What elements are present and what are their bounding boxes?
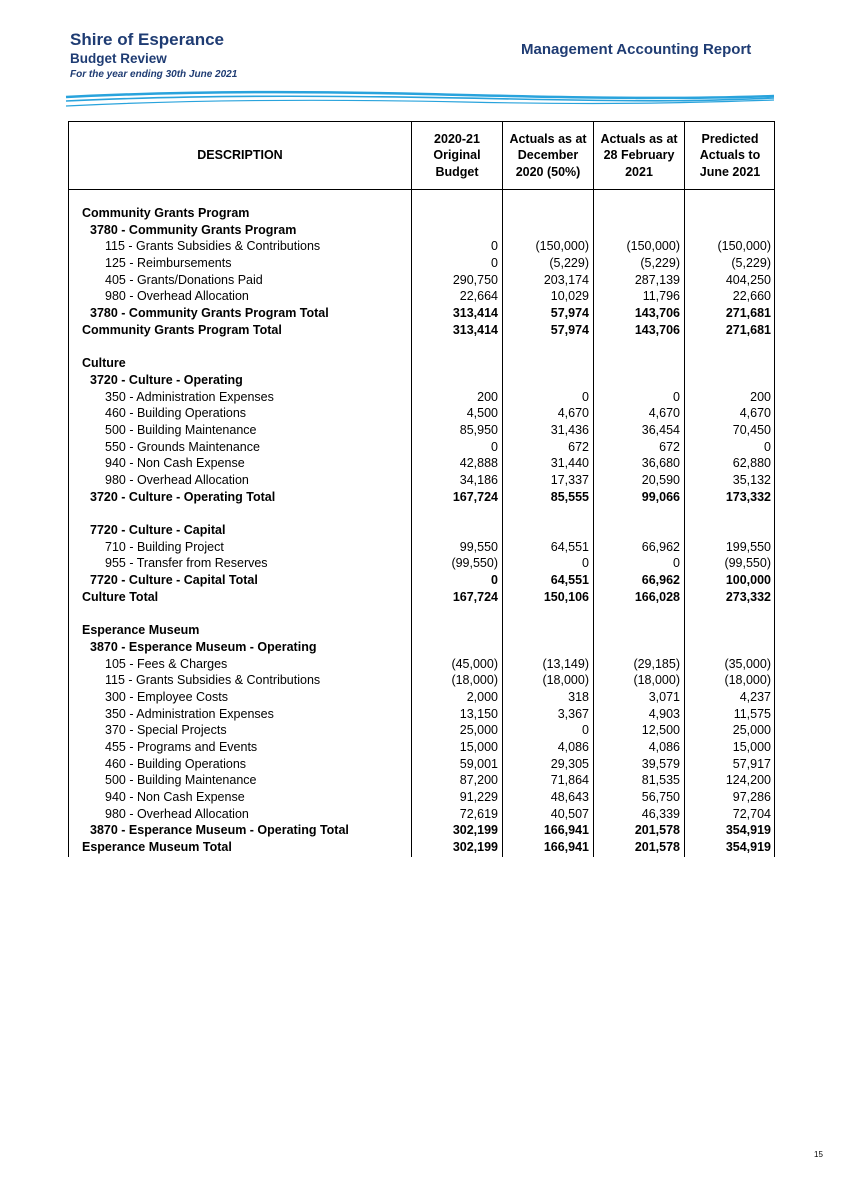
row-value: (99,550) (724, 556, 771, 571)
row-value: 4,500 (466, 406, 498, 421)
row-value: (13,149) (542, 656, 589, 671)
org-name: Shire of Esperance (70, 30, 225, 49)
row-description: Community Grants Program Total (82, 322, 282, 337)
row-value: 100,000 (725, 573, 771, 588)
row-value: 4,086 (648, 740, 680, 754)
spacer-row (68, 505, 775, 522)
row-description: 350 - Administration Expenses (105, 389, 274, 404)
row-description: 125 - Reimbursements (105, 256, 232, 271)
row-value: 46,339 (641, 806, 680, 821)
row-value: 354,919 (725, 840, 771, 855)
row-value: (150,000) (717, 239, 771, 254)
table-row (68, 539, 775, 556)
row-value: 273,332 (725, 589, 771, 604)
row-value: 31,436 (550, 422, 589, 437)
row-value: (18,000) (451, 673, 498, 688)
table-row (68, 555, 775, 572)
row-value: 3,071 (648, 689, 680, 704)
total-row (68, 489, 775, 506)
report-title: Management Accounting Report (521, 41, 752, 58)
row-value: 57,917 (732, 756, 771, 771)
row-value: 40,507 (550, 806, 589, 821)
row-value: 85,950 (459, 422, 498, 437)
row-value: 167,724 (452, 489, 498, 504)
table-row (68, 288, 775, 305)
total-row (68, 572, 775, 589)
row-description: 500 - Building Maintenance (105, 422, 257, 437)
row-value: 143,706 (634, 322, 680, 337)
row-value: 271,681 (725, 322, 771, 337)
row-value: 99,066 (641, 489, 680, 504)
row-value: 0 (491, 239, 498, 254)
row-description: 350 - Administration Expenses (105, 706, 274, 721)
row-value: 71,864 (550, 773, 589, 788)
table-row (68, 455, 775, 472)
row-description: 980 - Overhead Allocation (105, 289, 249, 304)
row-value: 64,551 (550, 573, 589, 588)
row-value: 167,724 (452, 589, 498, 604)
row-value: 97,286 (732, 790, 771, 805)
row-value: 29,305 (550, 756, 589, 771)
row-value: 36,454 (641, 422, 680, 437)
row-value: 25,000 (459, 723, 498, 738)
row-value: 48,643 (550, 790, 589, 805)
row-value: 64,551 (550, 539, 589, 554)
row-value: 25,000 (732, 723, 771, 738)
row-value: 17,337 (550, 473, 589, 487)
total-row (68, 322, 775, 339)
row-value: 313,414 (452, 306, 498, 321)
section-heading-row (68, 522, 775, 539)
row-value: 4,670 (739, 406, 771, 421)
row-value: 354,919 (725, 823, 771, 838)
row-value: 0 (764, 439, 771, 454)
row-description: 3780 - Community Grants Program Total (90, 306, 329, 321)
table-row (68, 405, 775, 422)
row-value: 10,029 (550, 289, 589, 304)
row-description: Culture Total (82, 589, 159, 604)
row-value: 91,229 (459, 790, 498, 805)
column-header-description: DESCRIPTION (69, 122, 412, 189)
row-value: 0 (582, 723, 589, 738)
row-description: 500 - Building Maintenance (105, 773, 257, 788)
row-value: 672 (568, 439, 589, 454)
section-heading-row (68, 622, 775, 639)
row-value: (18,000) (633, 673, 680, 688)
row-value: 0 (673, 389, 680, 404)
row-value: 200 (477, 389, 498, 404)
row-description (68, 606, 411, 623)
report-period: For the year ending 30th June 2021 (70, 69, 238, 80)
table-row (68, 472, 775, 489)
table-row (68, 272, 775, 289)
row-value: 11,575 (733, 706, 771, 721)
row-value: 166,941 (543, 823, 589, 838)
row-description: 105 - Fees & Charges (105, 656, 228, 671)
row-description: 405 - Grants/Donations Paid (105, 272, 263, 287)
row-description (68, 505, 411, 522)
row-value: 15,000 (732, 740, 771, 754)
table-row (68, 789, 775, 806)
row-value: 124,200 (725, 773, 771, 788)
table-row (68, 722, 775, 739)
row-description: 980 - Overhead Allocation (105, 473, 249, 487)
row-description: 955 - Transfer from Reserves (105, 556, 268, 571)
row-value: 3,367 (557, 706, 589, 721)
row-value: 22,664 (459, 289, 498, 304)
table-row (68, 656, 775, 673)
row-description: 7720 - Culture - Capital (90, 523, 226, 538)
row-value: 4,670 (557, 406, 589, 421)
report-subtitle: Budget Review (70, 51, 167, 66)
row-description: 460 - Building Operations (105, 756, 247, 771)
table-row (68, 389, 775, 406)
row-value: 20,590 (641, 473, 680, 487)
row-value: 15,000 (459, 740, 498, 754)
row-value: 173,332 (725, 489, 771, 504)
row-description: 980 - Overhead Allocation (105, 806, 249, 821)
table-row (68, 439, 775, 456)
page-number: 15 (814, 1150, 823, 1159)
total-row (68, 305, 775, 322)
row-value: 672 (659, 439, 680, 454)
row-description: 3720 - Culture - Operating (90, 372, 243, 387)
row-value: (29,185) (633, 656, 680, 671)
row-value: 271,681 (725, 306, 771, 321)
row-value: 302,199 (452, 823, 498, 838)
row-description: 3870 - Esperance Museum - Operating (90, 639, 317, 654)
row-value: 39,579 (641, 756, 680, 771)
row-value: 4,237 (739, 689, 771, 704)
row-description: Esperance Museum (82, 623, 200, 638)
row-value: 143,706 (634, 306, 680, 321)
row-description: 7720 - Culture - Capital Total (90, 573, 258, 588)
row-value: (45,000) (451, 656, 498, 671)
row-value: 12,500 (641, 723, 680, 738)
row-description: 460 - Building Operations (105, 406, 247, 421)
row-value: 4,086 (557, 740, 589, 754)
row-value: 70,450 (732, 422, 771, 437)
table-row (68, 238, 775, 255)
row-value: 59,001 (459, 756, 498, 771)
row-description: 940 - Non Cash Expense (105, 790, 245, 805)
row-value: (5,229) (731, 256, 771, 271)
row-value: 0 (491, 256, 498, 271)
row-value: 313,414 (452, 322, 498, 337)
document-header (70, 30, 237, 82)
row-description: 550 - Grounds Maintenance (105, 439, 260, 454)
row-description: 940 - Non Cash Expense (105, 456, 245, 471)
row-value: 201,578 (634, 823, 680, 838)
row-value: 4,903 (648, 706, 680, 721)
total-row (68, 589, 775, 606)
row-value: 0 (582, 556, 589, 571)
header-wave-decoration (64, 88, 776, 110)
spacer-row (68, 606, 775, 623)
spacer-row (68, 339, 775, 356)
row-description (68, 339, 411, 356)
row-value: 199,550 (725, 539, 771, 554)
row-value: 35,132 (732, 473, 771, 487)
row-value: 81,535 (641, 773, 680, 788)
row-value: (5,229) (640, 256, 680, 271)
row-value: 166,941 (543, 840, 589, 855)
row-value: 34,186 (459, 473, 498, 487)
section-heading-row (68, 222, 775, 239)
section-heading-row (68, 355, 775, 372)
row-value: 150,106 (543, 589, 589, 604)
row-value: 56,750 (641, 790, 680, 805)
table-body (68, 205, 775, 856)
row-description: 3780 - Community Grants Program (90, 222, 297, 237)
row-value: 201,578 (634, 840, 680, 855)
row-value: 62,880 (732, 456, 771, 471)
row-value: 31,440 (550, 456, 589, 471)
row-description: 3870 - Esperance Museum - Operating Total (90, 823, 349, 838)
row-description: 370 - Special Projects (105, 723, 227, 738)
row-value: 57,974 (550, 306, 589, 321)
row-description: 115 - Grants Subsidies & Contributions (105, 673, 321, 688)
table-row (68, 756, 775, 773)
total-row (68, 839, 775, 856)
row-value: 203,174 (543, 272, 589, 287)
row-description: 710 - Building Project (105, 539, 224, 554)
row-value: (5,229) (549, 256, 589, 271)
row-value: 2,000 (466, 689, 498, 704)
column-header-actuals-february: Actuals as at 28 February 2021 (594, 122, 685, 189)
table-row (68, 739, 775, 756)
row-value: 290,750 (452, 272, 498, 287)
row-value: 0 (491, 573, 498, 588)
column-header-predicted-actuals: Predicted Actuals to June 2021 (699, 131, 761, 179)
section-heading-row (68, 639, 775, 656)
row-value: 66,962 (641, 573, 680, 588)
row-value: (18,000) (542, 673, 589, 688)
row-value: 42,888 (459, 456, 498, 471)
section-heading-row (68, 372, 775, 389)
table-row (68, 672, 775, 689)
total-row (68, 822, 775, 839)
table-row (68, 706, 775, 723)
row-value: 72,704 (732, 806, 771, 821)
row-value: (150,000) (626, 239, 680, 254)
column-header-original-budget: 2020-21 Original Budget (412, 122, 503, 189)
row-value: 287,139 (634, 272, 680, 287)
row-value: 66,962 (641, 539, 680, 554)
row-value: 166,028 (634, 589, 680, 604)
row-value: 318 (568, 689, 589, 704)
row-value: (18,000) (724, 673, 771, 688)
table-header (68, 121, 775, 190)
row-value: 72,619 (459, 806, 498, 821)
row-description: 455 - Programs and Events (105, 740, 258, 754)
row-description: Culture (82, 356, 126, 371)
row-value: 0 (582, 389, 589, 404)
section-heading-row (68, 205, 775, 222)
table-row (68, 255, 775, 272)
table-row (68, 806, 775, 823)
row-value: 87,200 (459, 773, 498, 788)
row-value: 11,796 (642, 289, 680, 304)
row-value: 302,199 (452, 840, 498, 855)
table-row (68, 422, 775, 439)
row-value: 22,660 (732, 289, 771, 304)
column-header-actuals-december: Actuals as at December 2020 (50%) (503, 122, 594, 189)
row-value: 85,555 (550, 489, 589, 504)
table-row (68, 772, 775, 789)
row-description: 3720 - Culture - Operating Total (90, 489, 276, 504)
row-description: 115 - Grants Subsidies & Contributions (105, 239, 321, 254)
row-value: (35,000) (724, 656, 771, 671)
row-value: 200 (750, 389, 771, 404)
row-value: 404,250 (725, 272, 771, 287)
row-value: (99,550) (451, 556, 498, 571)
row-value: 0 (673, 556, 680, 571)
row-value: 0 (491, 439, 498, 454)
row-value: 99,550 (459, 539, 498, 554)
row-value: 57,974 (550, 322, 589, 337)
row-description: 300 - Employee Costs (105, 689, 228, 704)
row-value: 13,150 (459, 706, 498, 721)
row-value: 4,670 (648, 406, 680, 421)
row-value: (150,000) (535, 239, 589, 254)
row-description: Community Grants Program (82, 206, 250, 220)
row-value: 36,680 (641, 456, 680, 471)
table-row (68, 689, 775, 706)
row-description: Esperance Museum Total (82, 840, 232, 855)
